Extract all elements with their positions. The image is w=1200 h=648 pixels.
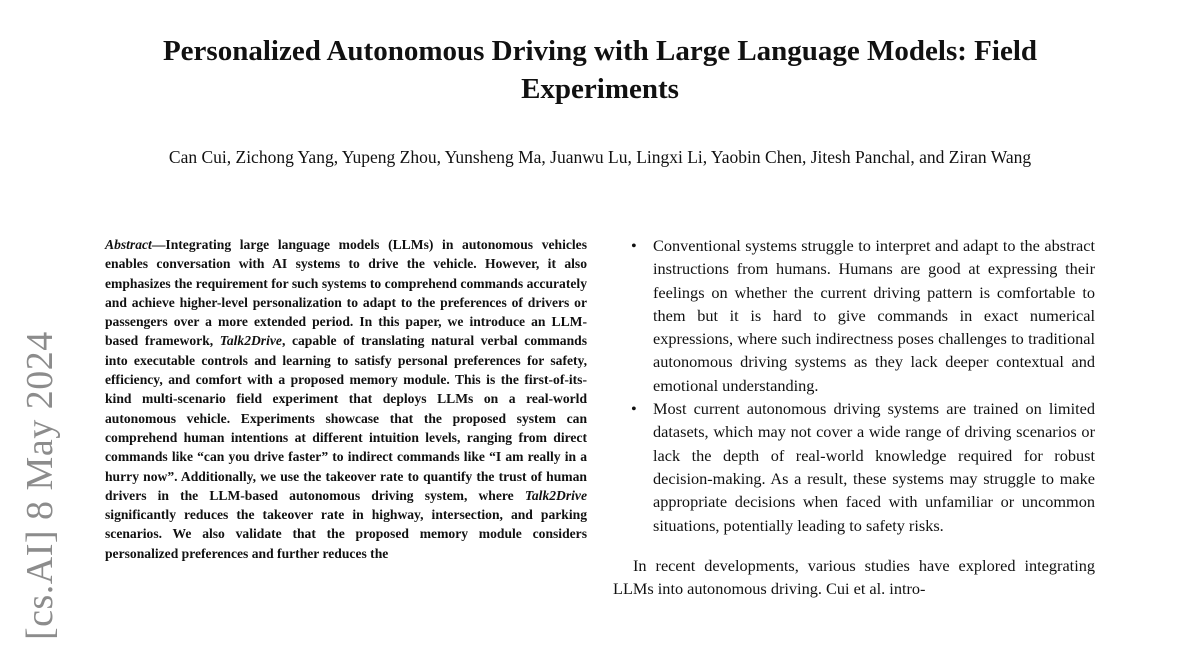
paper-title: Personalized Autonomous Driving with Large Language Models: Field Experiments (162, 35, 1038, 105)
framework-name-2: Talk2Drive (524, 487, 587, 503)
bullet-text: Most current autonomous driving systems are trained on limited datasets, which may not cover a wide range of driving scenarios or lack the depth of real-world knowledge required for robust decision-making. As a result, these systems may struggle to make appropriate decisions when faced with unfamiliar or uncommon situations, potentially leading to safety risks. (653, 399, 1095, 535)
bullet-icon: • (631, 399, 637, 419)
author-list: Can Cui, Zichong Yang, Yupeng Zhou, Yunsheng Ma, Juanwu Lu, Lingxi Li, Yaobin Chen, Jitesh Panchal, and Ziran Wang (168, 147, 1032, 167)
right-column (613, 234, 1095, 600)
bullet-icon: • (631, 236, 637, 255)
abstract (105, 235, 587, 563)
arxiv-stamp: [cs.AI] 8 May 2024 (19, 331, 61, 640)
abstract-dash: — (151, 237, 166, 252)
abstract-text-1: Integrating large language models (LLMs) in autonomous vehicles enables conversation with AI systems to drive the vehicle. However, it also emphasizes the requirement for such systems to comprehend commands accurately and achieve higher-level personalization to adapt to the preferences of drivers or passengers over a more extended period. In this paper, we introduce an LLM-based framework, (105, 237, 587, 349)
abstract-label: Abstract (105, 237, 152, 252)
bullet-item (631, 397, 1095, 537)
abstract-text-3: significantly reduces the takeover rate in highway, intersection, and parking scenarios. We also validate that the proposed memory module considers personalized preferences and further reduces the (105, 507, 587, 561)
bullet-list (613, 234, 1095, 537)
bullet-text: Conventional systems struggle to interpret and adapt to the abstract instructions from humans. Humans are good at expressing their feelings on whether the current driving pattern is comfortable to them but it is hard to give commands in exact numerical expressions, where such indirectness poses challenges to traditional autonomous driving systems as they lack deeper contextual and emotional understanding. (653, 236, 1095, 395)
bullet-item (631, 234, 1095, 397)
body-paragraph: In recent developments, various studies have explored integrating LLMs into autonomous driving. Cui et al. intro- (613, 555, 1095, 599)
abstract-text-2: , capable of translating natural verbal commands into executable controls and learning to satisfy personal preferences for safety, efficiency, and comfort with a proposed memory module. This is the first-of-its-kind multi-scenario field experiment that deploys LLMs on a real-world autonomous vehicle. Experiments showcase that the proposed system can comprehend human intentions at different intuition levels, ranging from direct commands like “can you drive faster” to indirect commands like “I am really in a hurry now”. Additionally, we use the takeover rate to quantify the trust of human drivers in the LLM-based autonomous driving system, where (105, 333, 587, 503)
framework-name: Talk2Drive (219, 333, 282, 349)
